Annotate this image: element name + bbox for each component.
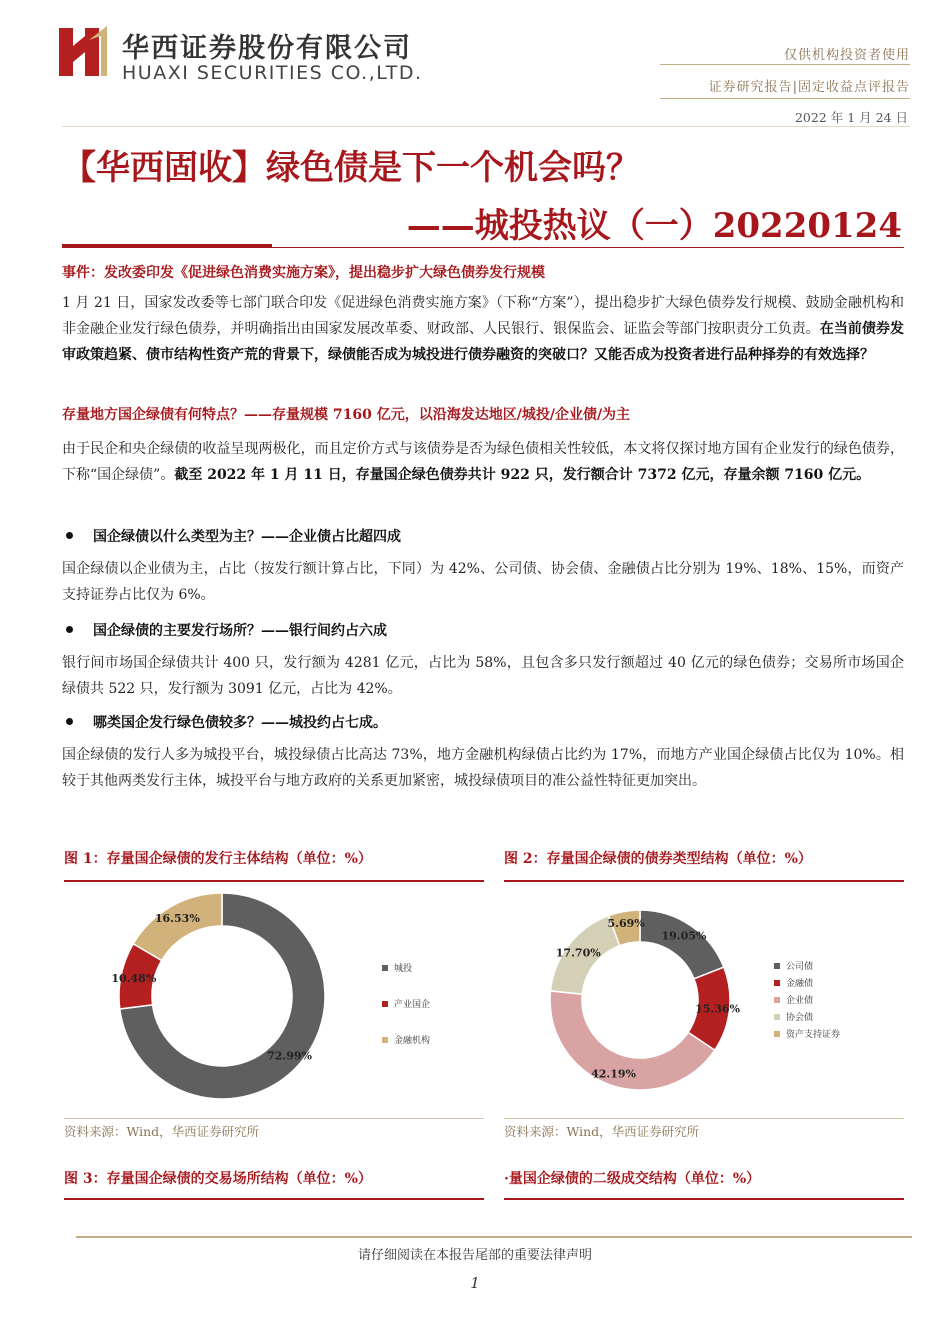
event-emphasis: 在当前债券发审政策趋紧、债市结构性资产荒的背景下，绿债能否成为城投进行债券融资的突破口？又能否成为投资者进行品种择券的有效选择？: [62, 321, 904, 363]
figure-2-source: 资料来源：Wind，华西证券研究所: [504, 1124, 700, 1139]
figure-1-data-label-1: 72.99%: [267, 1049, 312, 1063]
legal-notice: 请仔细阅读在本报告尾部的重要法律声明: [357, 1248, 592, 1263]
figure-1-chart: [64, 884, 484, 1114]
bullet-dot-icon: [66, 718, 73, 725]
stock-emphasis: 截至 2022 年 1 月 11 日，存量国企绿色债券共计 922 只，发行额合计 7372 亿元，存量余额 7160 亿元。: [174, 467, 871, 483]
bullet-1-title-text: 国企绿债以什么类型为主？——企业债占比超四成: [93, 529, 401, 545]
company-name-en: HUAXI SECURITIES CO.,LTD.: [122, 62, 423, 84]
header-divider-2: [660, 98, 910, 99]
figure-1-legend-swatch-1: [382, 965, 388, 971]
figure-1-legend-label-1: 城投: [394, 964, 413, 974]
company-name-cn: 华西证券股份有限公司: [122, 33, 412, 64]
figure-2-legend-swatch-5: [774, 1031, 780, 1037]
figure-2-legend-swatch-1: [774, 963, 780, 969]
figure-2-data-label-3: 42.19%: [591, 1067, 636, 1081]
figure-2-legend-label-5: 资产支持证券: [786, 1030, 841, 1040]
figure-2-legend-label-1: 公司债: [786, 962, 814, 972]
figure-1-bottom-rule: [64, 1118, 484, 1119]
figure-3-title: 图 3：存量国企绿债的交易场所结构（单位：%）: [64, 1171, 372, 1187]
bullet-3-title-text: 哪类国企发行绿色债较多？——城投约占七成。: [93, 715, 387, 731]
figure-4-title: ·量国企绿债的二级成交结构（单位：%）: [504, 1171, 761, 1187]
stock-heading: 存量地方国企绿债有何特点？——存量规模 7160 亿元，以沿海发达地区/城投/企业债/为主: [62, 407, 631, 423]
figure-1-rule: [64, 880, 484, 882]
figure-2-slice-1: [640, 910, 724, 979]
figure-2-bottom-rule: [504, 1118, 904, 1119]
bullet-2-text: 银行间市场国企绿债共计 400 只，发行额为 4281 亿元，占比为 58%，且包含多只发行额超过 40 亿元的绿色债券；交易所市场国企绿债共 522 只，发行额为 3091 亿元，占比为 42%。: [62, 655, 904, 697]
figure-1-title: 图 1：存量国企绿债的发行主体结构（单位：%）: [64, 851, 372, 867]
figure-1-slice-3: [133, 893, 222, 960]
figure-1-data-label-3: 16.53%: [154, 911, 200, 925]
report-type: 证券研究报告|固定收益点评报告: [708, 80, 910, 95]
figure-2-legend-swatch-4: [774, 1014, 780, 1020]
figure-2-legend-label-2: 金融债: [786, 979, 814, 989]
bullet-1-title: [66, 526, 401, 546]
figure-2-data-label-1: 19.05%: [661, 929, 707, 943]
figure-1-data-label-2: 10.48%: [111, 971, 157, 985]
figure-2-title: 图 2：存量国企绿债的债券类型结构（单位：%）: [504, 851, 812, 867]
header-rule: [62, 126, 910, 127]
event-text: 1 月 21 日，国家发改委等七部门联合印发《促进绿色消费实施方案》（下称“方案”），提出稳步扩大绿色债券发行规模、鼓励金融机构和非金融企业发行绿色债券，并明确指出由国家发展改革委、财政部、人民银行、银保监会、证监会等部门按职责分工负责。: [62, 295, 904, 337]
figure-1-legend-swatch-3: [382, 1037, 388, 1043]
figure-2-data-label-4: 17.70%: [555, 946, 601, 960]
report-title-line2: ——城投热议（一）20220124: [406, 206, 902, 246]
figure-2-legend-label-3: 企业债: [786, 996, 814, 1006]
figure-2-legend-swatch-2: [774, 980, 780, 986]
bullet-2-title-text: 国企绿债的主要发行场所？——银行间约占六成: [93, 623, 387, 639]
figure-1-legend-label-2: 产业国企: [394, 1000, 431, 1010]
event-heading: 事件：发改委印发《促进绿色消费实施方案》，提出稳步扩大绿色债券发行规模: [62, 265, 545, 281]
figure-2-legend-label-4: 协会债: [786, 1013, 814, 1023]
report-date: 2022 年 1 月 24 日: [794, 110, 908, 125]
stock-paragraph: [62, 436, 904, 488]
bullet-2-title: [66, 620, 387, 640]
page-number: 1: [470, 1274, 480, 1292]
event-paragraph: [62, 290, 904, 368]
bullet-dot-icon: [66, 532, 73, 539]
figure-2-legend-swatch-3: [774, 997, 780, 1003]
figure-3-rule: [64, 1198, 484, 1200]
figure-2-chart: [504, 884, 904, 1114]
title-underline: [62, 247, 904, 248]
bullet-3-text: 国企绿债的发行人多为城投平台，城投绿债占比高达 73%，地方金融机构绿债占比约为 17%，而地方产业国企绿债占比仅为 10%。相较于其他两类发行主体，城投平台与地方政府的关系更加紧密，城投绿债项目的准公益性特征更加突出。: [62, 747, 904, 789]
figure-2-rule: [504, 880, 904, 882]
figure-2-data-label-2: 15.36%: [695, 1002, 740, 1016]
stock-text: 由于民企和央企绿债的收益呈现两极化，而且定价方式与该债券是否为绿色债相关性较低，本文将仅探讨地方国有企业发行的绿色债券，下称“国企绿债”。: [62, 441, 904, 483]
figure-1-legend-label-3: 金融机构: [394, 1036, 431, 1046]
report-title-line1: 【华西固收】绿色债是下一个机会吗？: [62, 148, 640, 188]
bullet-3-title: [66, 712, 387, 732]
figure-1-donut: [119, 893, 325, 1099]
huaxi-logo-icon: [55, 22, 111, 80]
figure-1-legend-swatch-2: [382, 1001, 388, 1007]
figure-2-data-label-5: 5.69%: [607, 917, 645, 931]
bullet-1-text: 国企绿债以企业债为主，占比（按发行额计算占比，下同）为 42%、公司债、协会债、金融债占比分别为 19%、18%、15%，而资产支持证券占比仅为 6%。: [62, 561, 904, 603]
figure-2-legend: [774, 960, 840, 1040]
figure-1-source: 资料来源：Wind，华西证券研究所: [64, 1124, 260, 1139]
bullet-dot-icon: [66, 626, 73, 633]
footer-rule: [76, 1236, 912, 1238]
audience-note: 仅供机构投资者使用: [783, 48, 910, 63]
header-divider-1: [660, 64, 910, 65]
figure-1-legend: [382, 962, 430, 1046]
figure-4-rule: [504, 1198, 904, 1200]
